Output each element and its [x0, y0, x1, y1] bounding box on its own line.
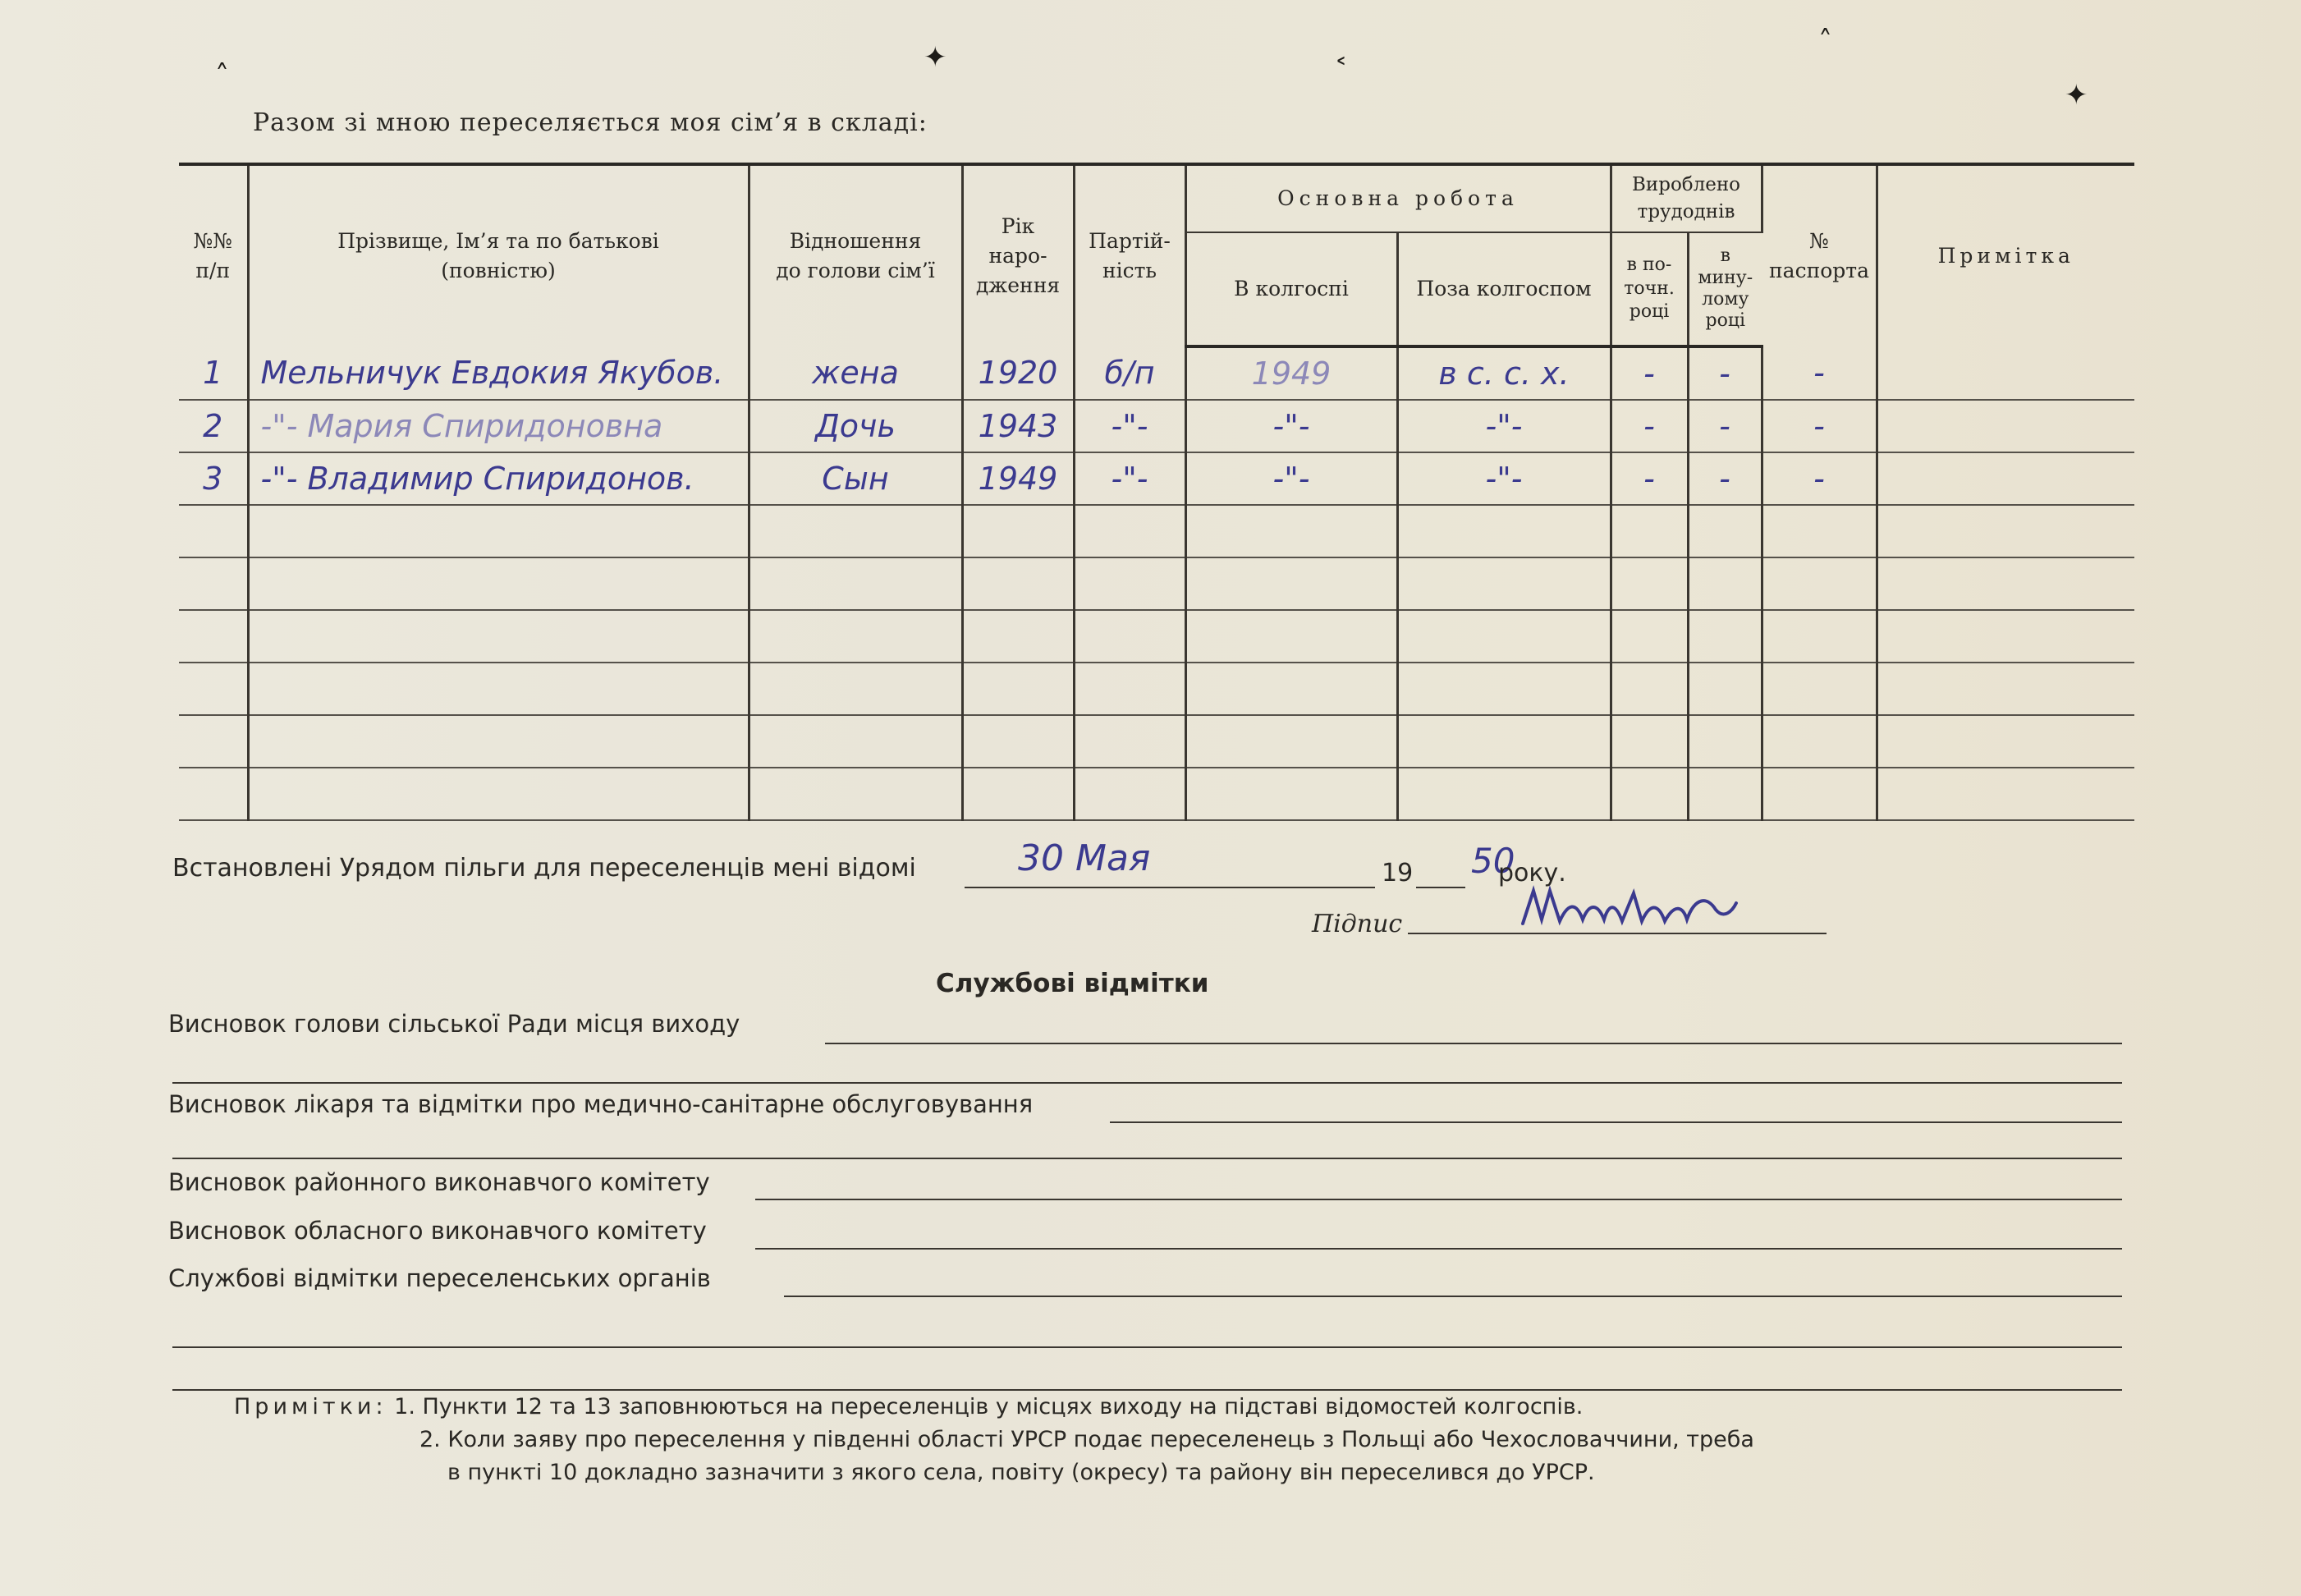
- row-workdays-last: [1688, 715, 1762, 768]
- row-outside-kolkhoz: [1397, 610, 1611, 663]
- year-prefix: 19: [1382, 859, 1414, 887]
- row-name: -"- Мария Спиридоновна: [248, 400, 749, 452]
- row-name: [248, 505, 749, 557]
- row-passport: [1762, 768, 1877, 820]
- fill-line: [1110, 1121, 2122, 1123]
- row-number: [179, 768, 248, 820]
- row-relation: жена: [749, 346, 962, 400]
- handwritten-date: 30 Мая: [1018, 837, 1151, 879]
- row-kolkhoz: [1185, 557, 1397, 610]
- signature-image: [1519, 878, 1740, 936]
- row-birth-year: [962, 557, 1074, 610]
- row-workdays-last: -: [1688, 400, 1762, 452]
- table-row: [179, 400, 2134, 452]
- row-number: [179, 715, 248, 768]
- row-passport: -: [1762, 400, 1877, 452]
- row-note: [1877, 610, 2134, 663]
- row-party: [1074, 557, 1185, 610]
- row-workdays-current: [1611, 715, 1688, 768]
- punch-hole-mark: ✦: [924, 41, 947, 74]
- table-row: [179, 715, 2134, 768]
- row-birth-year: 1943: [962, 400, 1074, 452]
- row-party: [1074, 715, 1185, 768]
- row-kolkhoz: [1185, 505, 1397, 557]
- row-workdays-last: [1688, 610, 1762, 663]
- fill-line: [825, 1043, 2122, 1044]
- notes-label: Примітки:: [234, 1394, 387, 1419]
- header-current-year: в по- точн. році: [1611, 232, 1688, 346]
- header-last-year: в мину- лому році: [1688, 232, 1762, 346]
- row-note: [1877, 505, 2134, 557]
- row-name: [248, 557, 749, 610]
- header-name: Прізвище, Ім’я та по батькові (повністю): [248, 164, 749, 346]
- row-party: [1074, 505, 1185, 557]
- row-passport: [1762, 505, 1877, 557]
- row-note: [1877, 346, 2134, 400]
- header-note: Примітка: [1877, 164, 2134, 346]
- row-passport: [1762, 663, 1877, 715]
- table-row: [179, 505, 2134, 557]
- header-outside-kolkhoz: Поза колгоспом: [1397, 232, 1611, 346]
- row-passport: [1762, 610, 1877, 663]
- row-kolkhoz: 1949: [1185, 346, 1397, 400]
- row-kolkhoz: [1185, 768, 1397, 820]
- punch-hole-mark: ˂: [1334, 54, 1348, 87]
- row-kolkhoz: [1185, 663, 1397, 715]
- row-workdays-current: [1611, 768, 1688, 820]
- row-note: [1877, 452, 2134, 505]
- row-workdays-current: [1611, 557, 1688, 610]
- row-kolkhoz: -"-: [1185, 400, 1397, 452]
- row-workdays-current: -: [1611, 452, 1688, 505]
- row-name: [248, 610, 749, 663]
- row-relation: [749, 663, 962, 715]
- row-workdays-current: -: [1611, 346, 1688, 400]
- header-birth-year: Рік наро- дження: [962, 164, 1074, 346]
- note-item-2: 2. Коли заяву про переселення у південні області УРСР подає переселенець з Польщі або Чехословаччини, треба: [419, 1427, 1754, 1452]
- fill-line: [172, 1158, 2122, 1159]
- row-note: [1877, 768, 2134, 820]
- row-note: [1877, 400, 2134, 452]
- row-birth-year: [962, 663, 1074, 715]
- signature-label: Підпис: [1312, 910, 1403, 938]
- family-intro-text: Разом зі мною переселяється моя сім’я в складі:: [253, 108, 928, 137]
- row-kolkhoz: [1185, 610, 1397, 663]
- service-line-regional-committee: Висновок обласного виконавчого комітету: [168, 1217, 707, 1245]
- service-marks-title: Службові відмітки: [936, 969, 1209, 998]
- row-passport: -: [1762, 452, 1877, 505]
- row-relation: [749, 610, 962, 663]
- row-birth-year: [962, 768, 1074, 820]
- row-workdays-last: -: [1688, 346, 1762, 400]
- row-party: -"-: [1074, 452, 1185, 505]
- date-underline: [965, 887, 1375, 888]
- handwritten-year: 50: [1471, 841, 1515, 881]
- row-passport: -: [1762, 346, 1877, 400]
- header-main-work: Основна робота: [1185, 164, 1611, 232]
- table-row: [179, 610, 2134, 663]
- row-name: -"- Владимир Спиридонов.: [248, 452, 749, 505]
- punch-hole-mark: ✦: [2065, 79, 2088, 112]
- service-line-village-council: Висновок голови сільської Ради місця виходу: [168, 1010, 740, 1038]
- row-outside-kolkhoz: [1397, 557, 1611, 610]
- header-passport: № паспорта: [1762, 164, 1877, 346]
- row-birth-year: [962, 505, 1074, 557]
- row-workdays-last: -: [1688, 452, 1762, 505]
- row-workdays-last: [1688, 663, 1762, 715]
- row-birth-year: [962, 715, 1074, 768]
- row-workdays-current: [1611, 663, 1688, 715]
- row-passport: [1762, 557, 1877, 610]
- row-workdays-last: [1688, 768, 1762, 820]
- row-outside-kolkhoz: [1397, 663, 1611, 715]
- row-note: [1877, 557, 2134, 610]
- year-suffix: року.: [1498, 859, 1566, 887]
- row-outside-kolkhoz: -"-: [1397, 452, 1611, 505]
- row-kolkhoz: -"-: [1185, 452, 1397, 505]
- row-name: Мельничук Евдокия Якубов.: [248, 346, 749, 400]
- fill-line: [172, 1346, 2122, 1348]
- row-number: 1: [179, 346, 248, 400]
- row-passport: [1762, 715, 1877, 768]
- table-row: [179, 557, 2134, 610]
- punch-hole-mark: ˄: [215, 59, 229, 92]
- row-workdays-current: [1611, 610, 1688, 663]
- row-name: [248, 663, 749, 715]
- row-party: б/п: [1074, 346, 1185, 400]
- service-line-resettlement-bodies: Службові відмітки переселенських органів: [168, 1264, 711, 1292]
- header-workdays: Вироблено трудоднів: [1611, 164, 1762, 232]
- service-line-district-committee: Висновок районного виконавчого комітету: [168, 1168, 710, 1196]
- row-name: [248, 768, 749, 820]
- row-party: [1074, 768, 1185, 820]
- row-birth-year: 1949: [962, 452, 1074, 505]
- family-table-body: [179, 346, 2134, 820]
- family-table: [179, 163, 2134, 821]
- family-table-wrapper: [179, 163, 2134, 821]
- row-number: [179, 557, 248, 610]
- fill-line: [755, 1199, 2122, 1200]
- row-number: [179, 663, 248, 715]
- note-item-1: 1. Пункти 12 та 13 заповнюються на переселенців у місцях виходу на підставі відомостей колгоспів.: [394, 1394, 1584, 1419]
- row-workdays-last: [1688, 505, 1762, 557]
- benefits-statement: Встановлені Урядом пільги для переселенців мені відомі: [172, 854, 916, 883]
- row-workdays-last: [1688, 557, 1762, 610]
- table-row: [179, 663, 2134, 715]
- table-row: [179, 452, 2134, 505]
- row-relation: [749, 715, 962, 768]
- note-item-2-continued: в пункті 10 докладно зазначити з якого села, повіту (окресу) та району він переселився до УРСР.: [447, 1460, 1595, 1485]
- year-underline: [1416, 887, 1465, 888]
- row-number: [179, 505, 248, 557]
- header-in-kolkhoz: В колгоспі: [1185, 232, 1397, 346]
- header-relation: Відношення до голови сім’ї: [749, 164, 962, 346]
- punch-hole-mark: ˄: [1818, 25, 1832, 57]
- row-note: [1877, 663, 2134, 715]
- row-workdays-current: [1611, 505, 1688, 557]
- row-party: -"-: [1074, 400, 1185, 452]
- header-party: Партій- ність: [1074, 164, 1185, 346]
- notes-block: [234, 1391, 1754, 1489]
- row-relation: [749, 557, 962, 610]
- row-outside-kolkhoz: [1397, 505, 1611, 557]
- row-outside-kolkhoz: в с. с. х.: [1397, 346, 1611, 400]
- row-relation: Сын: [749, 452, 962, 505]
- row-outside-kolkhoz: [1397, 715, 1611, 768]
- row-party: [1074, 663, 1185, 715]
- row-relation: [749, 768, 962, 820]
- row-number: 3: [179, 452, 248, 505]
- row-note: [1877, 715, 2134, 768]
- row-relation: Дочь: [749, 400, 962, 452]
- service-line-doctor: Висновок лікаря та відмітки про медично-санітарне обслуговування: [168, 1090, 1034, 1118]
- row-number: 2: [179, 400, 248, 452]
- table-row: [179, 346, 2134, 400]
- row-number: [179, 610, 248, 663]
- row-birth-year: 1920: [962, 346, 1074, 400]
- fill-line: [755, 1248, 2122, 1250]
- row-party: [1074, 610, 1185, 663]
- row-outside-kolkhoz: -"-: [1397, 400, 1611, 452]
- row-outside-kolkhoz: [1397, 768, 1611, 820]
- table-row: [179, 768, 2134, 820]
- fill-line: [784, 1296, 2122, 1297]
- row-birth-year: [962, 610, 1074, 663]
- row-relation: [749, 505, 962, 557]
- row-workdays-current: -: [1611, 400, 1688, 452]
- fill-line: [172, 1082, 2122, 1084]
- row-kolkhoz: [1185, 715, 1397, 768]
- row-name: [248, 715, 749, 768]
- header-number: №№ п/п: [179, 164, 248, 346]
